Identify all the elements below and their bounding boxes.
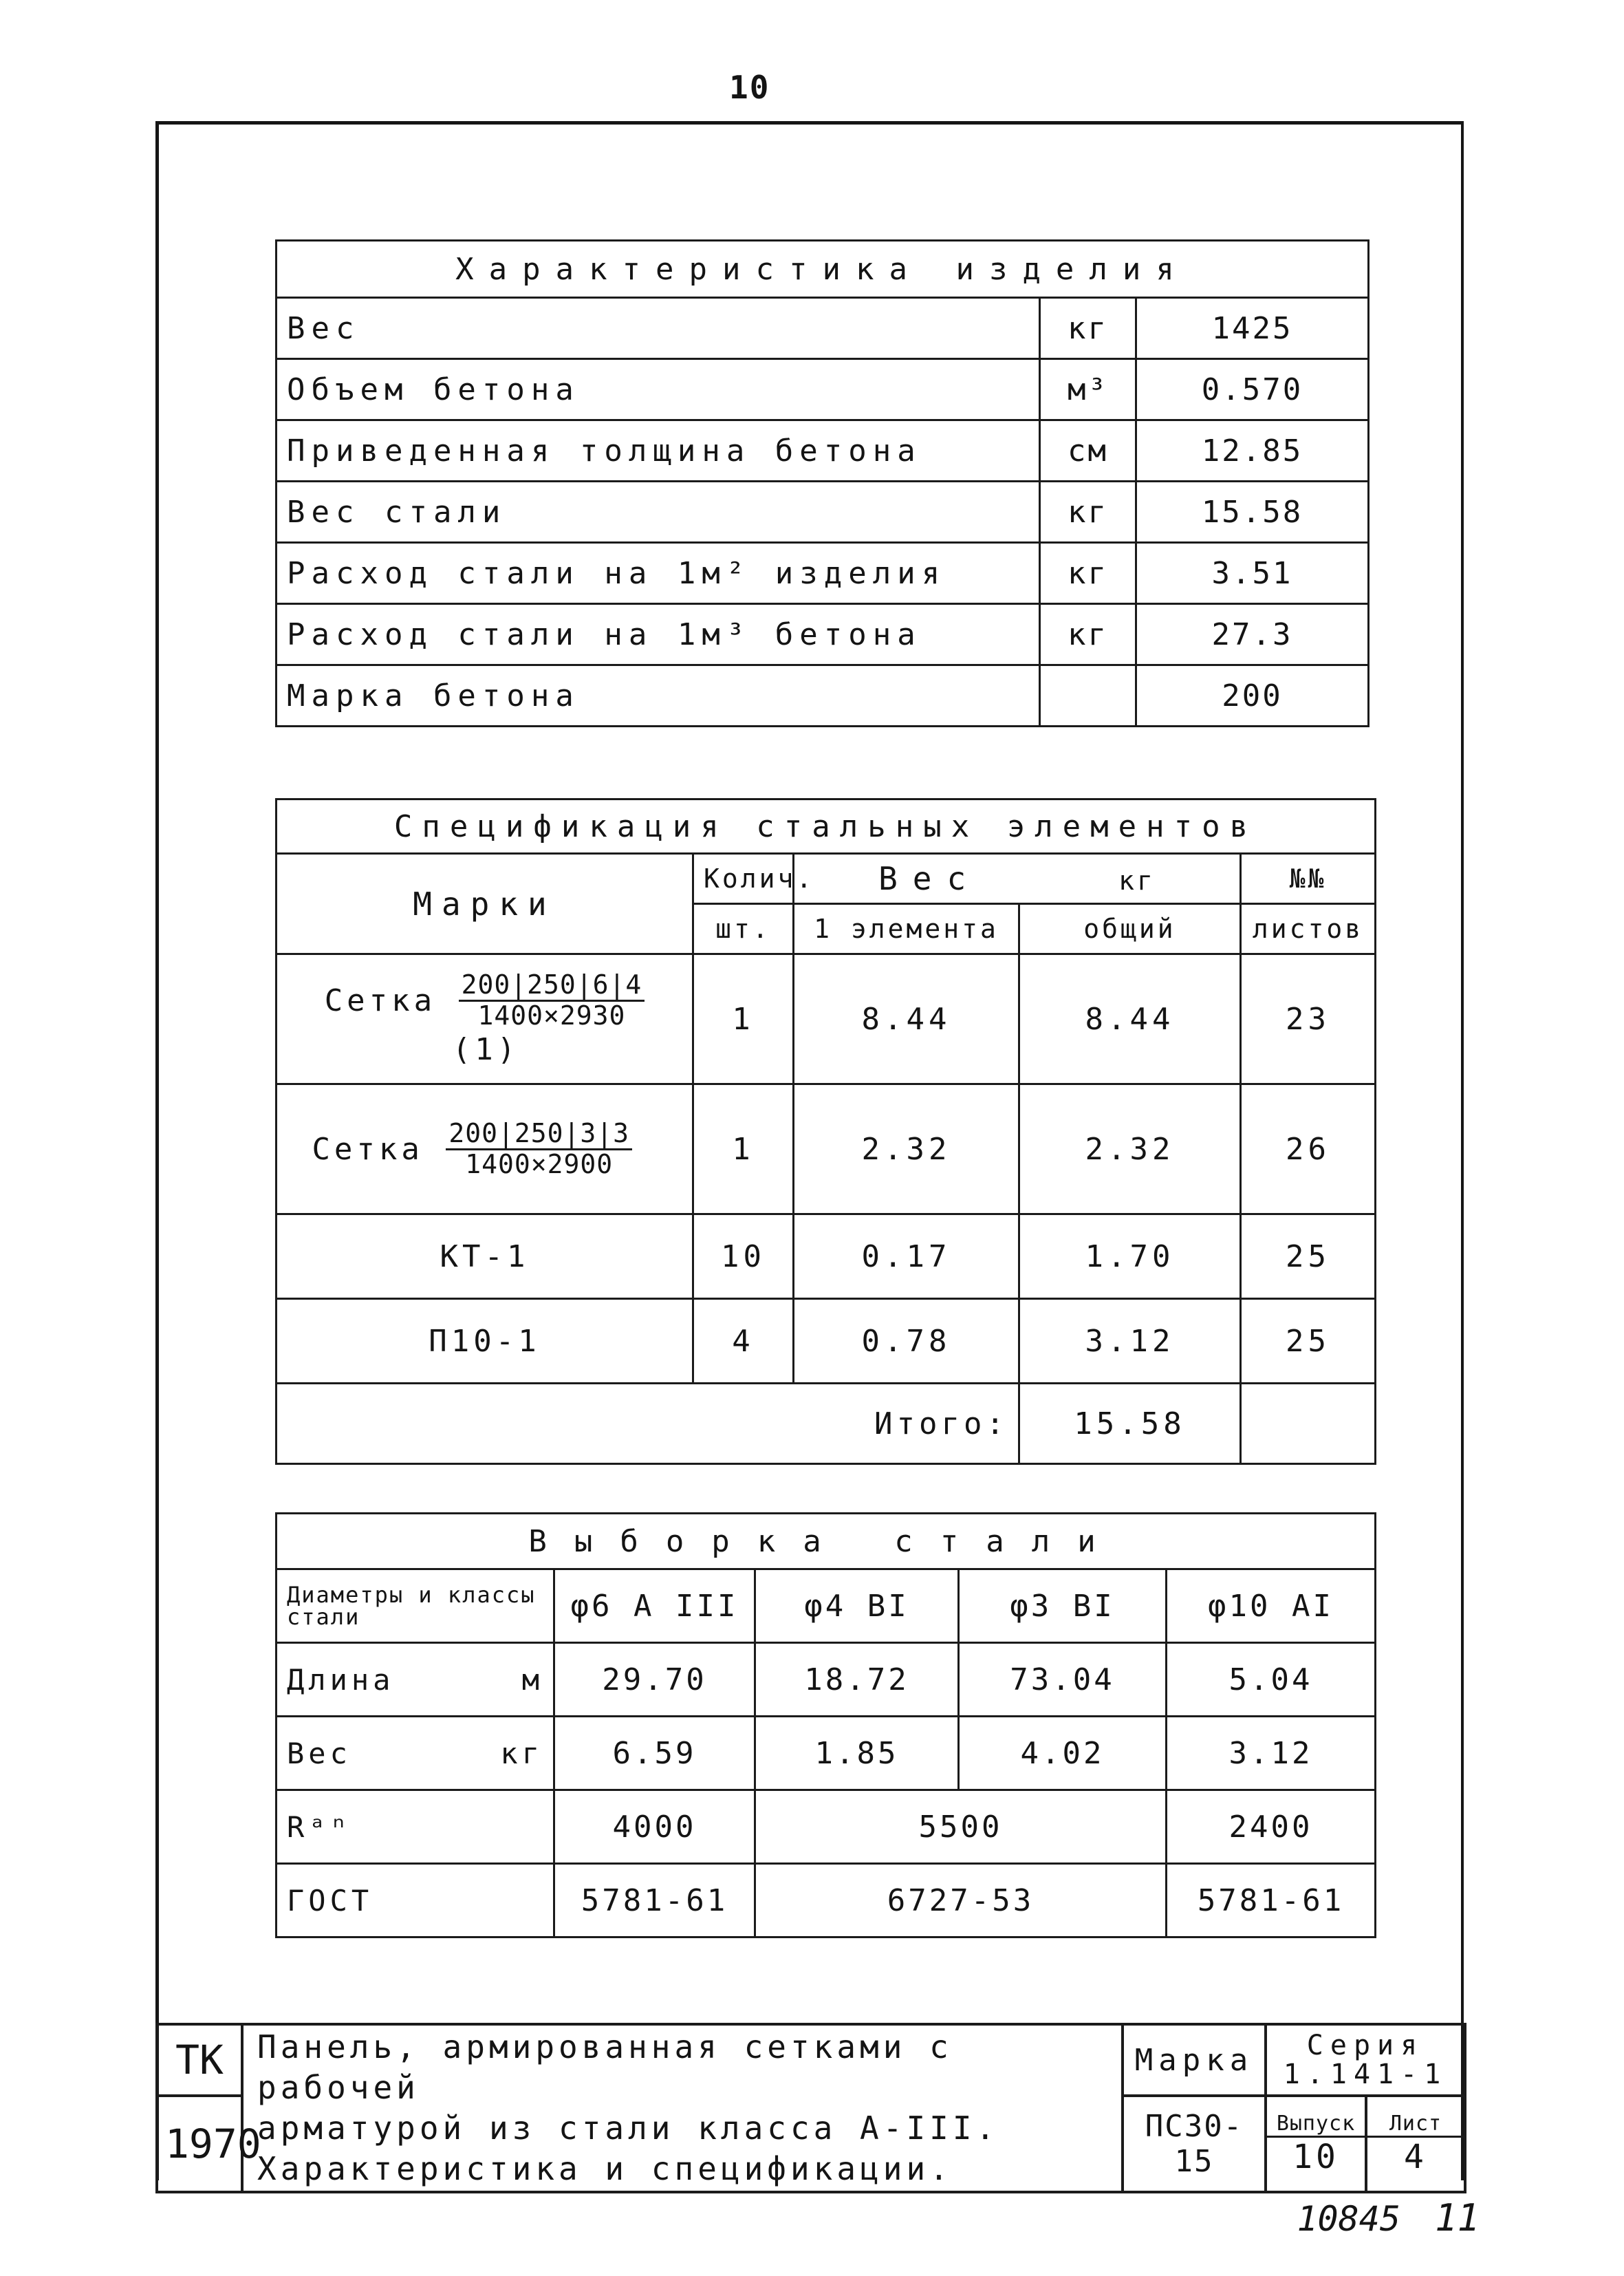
ra-value: 2400 <box>1167 1790 1376 1864</box>
sheet-cell <box>1366 2096 1465 2192</box>
per-element-cell: 2.32 <box>794 1084 1019 1214</box>
page-number: 10 <box>729 69 770 106</box>
sheet-label: Лист <box>1367 2112 1464 2138</box>
total-cell: 1.70 <box>1019 1214 1241 1299</box>
header-total: общий <box>1019 904 1241 954</box>
row-value: 0.570 <box>1136 359 1369 420</box>
row-value: 3.51 <box>1136 543 1369 604</box>
per-element-cell: 8.44 <box>794 954 1019 1084</box>
row-value: 12.85 <box>1136 420 1369 482</box>
table-row <box>277 543 1369 604</box>
row-name: Расход стали на 1м³ бетона <box>277 604 1040 665</box>
table-row <box>277 954 1376 1084</box>
row-unit: кг <box>1040 298 1136 359</box>
row-name: Расход стали на 1м² изделия <box>277 543 1040 604</box>
row-name: Объем бетона <box>277 359 1040 420</box>
total-cell: 3.12 <box>1019 1299 1241 1384</box>
mark-cell: КТ-1 <box>277 1214 693 1299</box>
row-value: 200 <box>1136 665 1369 727</box>
fraction-denominator: 1400×2900 <box>465 1148 614 1179</box>
total-cell: 8.44 <box>1019 954 1241 1084</box>
specification-table <box>275 798 1376 1465</box>
characteristics-title: Характеристика изделия <box>277 241 1369 298</box>
table-row <box>277 298 1369 359</box>
row-value: 15.58 <box>1136 482 1369 543</box>
year: 1970 <box>157 2096 242 2192</box>
length-value: 18.72 <box>755 1643 959 1717</box>
mark-cell <box>277 954 693 1084</box>
description-line: Характеристика и спецификации. <box>257 2149 953 2187</box>
per-element-cell: 0.78 <box>794 1299 1019 1384</box>
ra-label: Rᵃⁿ <box>277 1790 554 1864</box>
weight-label <box>277 1717 554 1790</box>
footer-sheet-number: 11 <box>1434 2196 1480 2240</box>
weight-value: 6.59 <box>554 1717 755 1790</box>
sheets-cell: 25 <box>1241 1214 1376 1299</box>
table-row <box>277 1864 1376 1937</box>
header-sheets-unit: листов <box>1241 904 1376 954</box>
row-unit: м³ <box>1040 359 1136 420</box>
weight-label-text: Вес <box>287 1736 351 1770</box>
mark-suffix: (1) <box>452 1032 520 1068</box>
fraction-numerator: 200|250|3|3 <box>446 1119 632 1150</box>
series-cell <box>1266 2024 1465 2096</box>
weight-value: 1.85 <box>755 1717 959 1790</box>
doc-number: 10845 <box>1297 2199 1400 2239</box>
length-value: 73.04 <box>959 1643 1167 1717</box>
header-weight-label: Вес <box>878 860 982 897</box>
column-header: φ10 АI <box>1167 1569 1376 1643</box>
description-line: арматурой из стали класса А-III. <box>257 2109 999 2147</box>
row-name: Вес стали <box>277 482 1040 543</box>
header-weight-unit: кг <box>1118 866 1156 896</box>
row-value: 1425 <box>1136 298 1369 359</box>
qty-cell: 10 <box>693 1214 794 1299</box>
table-row <box>277 420 1369 482</box>
header-qty: Колич. <box>693 854 794 904</box>
steel-selection-title: Выборка стали <box>277 1514 1376 1569</box>
total-label: Итого: <box>277 1384 1019 1464</box>
header-weight <box>794 854 1241 904</box>
row-unit: кг <box>1040 482 1136 543</box>
fraction-denominator: 1400×2930 <box>477 1000 626 1031</box>
series-label: Серия <box>1306 2030 1425 2061</box>
steel-selection-table <box>275 1512 1376 1938</box>
sheets-cell: 26 <box>1241 1084 1376 1214</box>
total-empty <box>1241 1384 1376 1464</box>
table-row <box>277 1569 1376 1643</box>
length-value: 29.70 <box>554 1643 755 1717</box>
table-row <box>277 1717 1376 1790</box>
length-value: 5.04 <box>1167 1643 1376 1717</box>
per-element-cell: 0.17 <box>794 1214 1019 1299</box>
sheets-cell: 25 <box>1241 1299 1376 1384</box>
gost-value: 5781-61 <box>554 1864 755 1937</box>
total-cell: 2.32 <box>1019 1084 1241 1214</box>
row-name: Приведенная толщина бетона <box>277 420 1040 482</box>
row-name: Марка бетона <box>277 665 1040 727</box>
specification-title: Спецификация стальных элементов <box>277 799 1376 854</box>
header-per-element: 1 элемента <box>794 904 1019 954</box>
length-label <box>277 1643 554 1717</box>
mark-label: Марка <box>1123 2024 1266 2096</box>
header-qty-unit: шт. <box>693 904 794 954</box>
table-row <box>277 1790 1376 1864</box>
row-unit: кг <box>1040 543 1136 604</box>
qty-cell: 1 <box>693 1084 794 1214</box>
table-row <box>277 359 1369 420</box>
table-row <box>277 482 1369 543</box>
mesh-fraction <box>446 1119 632 1179</box>
issue-cell <box>1266 2096 1366 2192</box>
row-name: Вес <box>277 298 1040 359</box>
mark-cell: П10-1 <box>277 1299 693 1384</box>
footer-doc-number <box>1297 2196 1480 2240</box>
row-unit: см <box>1040 420 1136 482</box>
gost-value: 6727-53 <box>755 1864 1167 1937</box>
mesh-fraction <box>459 971 645 1031</box>
ra-value: 4000 <box>554 1790 755 1864</box>
table-row <box>277 1643 1376 1717</box>
weight-unit: кг <box>500 1736 543 1770</box>
total-row <box>277 1384 1376 1464</box>
table-row <box>277 1299 1376 1384</box>
diameter-class-label: Диаметры и классы стали <box>277 1569 554 1643</box>
mark-prefix: Сетка <box>324 983 437 1018</box>
qty-cell: 1 <box>693 954 794 1084</box>
column-header: φ3 BI <box>959 1569 1167 1643</box>
mark-cell <box>277 1084 693 1214</box>
length-unit: м <box>521 1662 543 1697</box>
gost-label: ГОСТ <box>277 1864 554 1937</box>
weight-value: 4.02 <box>959 1717 1167 1790</box>
sheets-cell: 23 <box>1241 954 1376 1084</box>
title-block <box>155 2023 1466 2193</box>
sheet-value: 4 <box>1404 2137 1427 2176</box>
column-header: φ6 А III <box>554 1569 755 1643</box>
description-line: Панель, армированная сетками с рабочей <box>257 2028 953 2106</box>
table-row <box>277 1084 1376 1214</box>
weight-value: 3.12 <box>1167 1717 1376 1790</box>
total-value: 15.58 <box>1019 1384 1241 1464</box>
row-unit <box>1040 665 1136 727</box>
mark-prefix: Сетка <box>312 1131 424 1167</box>
fraction-numerator: 200|250|6|4 <box>459 971 645 1002</box>
table-row <box>277 604 1369 665</box>
mark-value: ПС30-15 <box>1123 2096 1266 2192</box>
sheet-description <box>242 2024 1123 2192</box>
issue-value: 10 <box>1292 2137 1339 2176</box>
length-label-text: Длина <box>287 1662 395 1697</box>
series-value: 1.141-1 <box>1283 2059 1448 2090</box>
row-value: 27.3 <box>1136 604 1369 665</box>
qty-cell: 4 <box>693 1299 794 1384</box>
ra-value: 5500 <box>755 1790 1167 1864</box>
header-sheets: №№ <box>1241 854 1376 904</box>
characteristics-table <box>275 239 1369 727</box>
header-marks: Марки <box>277 854 693 954</box>
column-header: φ4 BI <box>755 1569 959 1643</box>
gost-value: 5781-61 <box>1167 1864 1376 1937</box>
table-row <box>277 665 1369 727</box>
table-row <box>277 1214 1376 1299</box>
issue-label: Выпуск <box>1267 2112 1365 2138</box>
org-code: ТК <box>157 2024 242 2096</box>
row-unit: кг <box>1040 604 1136 665</box>
